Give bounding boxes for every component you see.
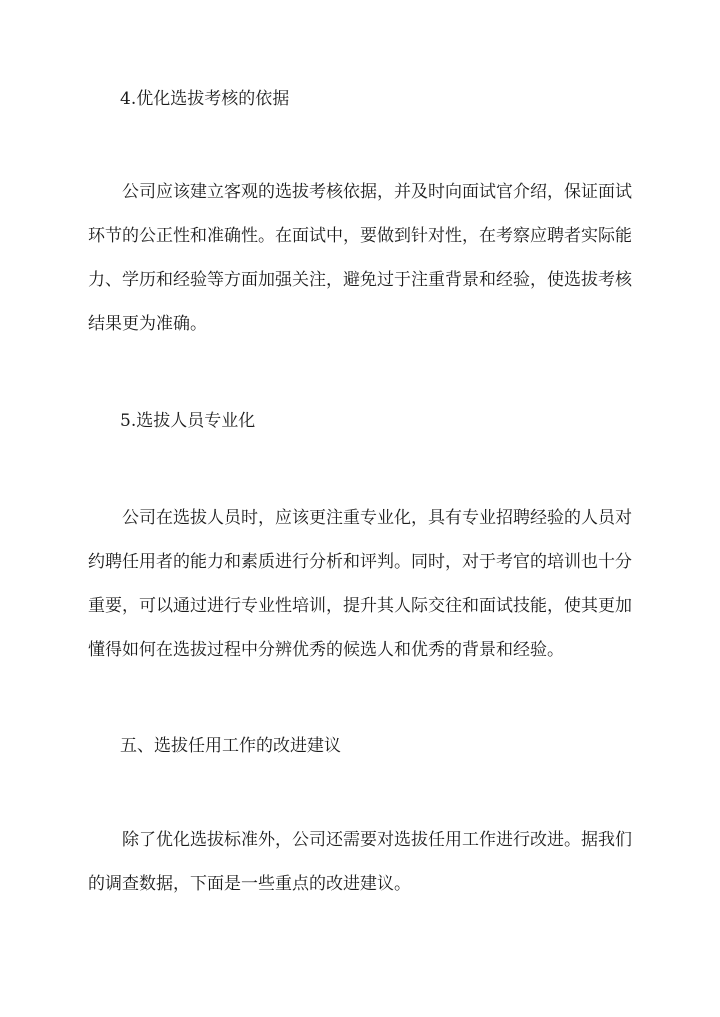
paragraph-line: 除了优化选拔标准外，公司还需要对选拔任用工作进行改进。据我们 [122,830,632,850]
paragraph-line: 环节的公正性和准确性。在面试中，要做到针对性，在考察应聘者实际能 [88,226,632,246]
section-heading-4: 4.优化选拔考核的依据 [120,89,290,109]
section-paragraph-5 [88,496,634,672]
paragraph-line: 力、学历和经验等方面加强关注，避免过于注重背景和经验，使选拔考核 [88,270,632,290]
paragraph-line: 公司在选拔人员时，应该更注重专业化，具有专业招聘经验的人员对 [122,508,632,528]
section-heading-5: 5.选拔人员专业化 [120,411,256,431]
section-heading-five: 五、选拔任用工作的改进建议 [120,736,341,756]
paragraph-line: 重要，可以通过进行专业性培训，提升其人际交往和面试技能，使其更加 [88,596,632,616]
section-paragraph-five [88,818,634,906]
section-paragraph-4 [88,170,634,346]
paragraph-line: 约聘任用者的能力和素质进行分析和评判。同时，对于考官的培训也十分 [88,552,632,572]
paragraph-line: 的调查数据，下面是一些重点的改进建议。 [88,874,411,894]
paragraph-line: 公司应该建立客观的选拔考核依据，并及时向面试官介绍，保证面试 [122,182,632,202]
paragraph-line: 懂得如何在选拔过程中分辨优秀的候选人和优秀的背景和经验。 [88,640,564,660]
paragraph-line: 结果更为准确。 [88,314,207,334]
